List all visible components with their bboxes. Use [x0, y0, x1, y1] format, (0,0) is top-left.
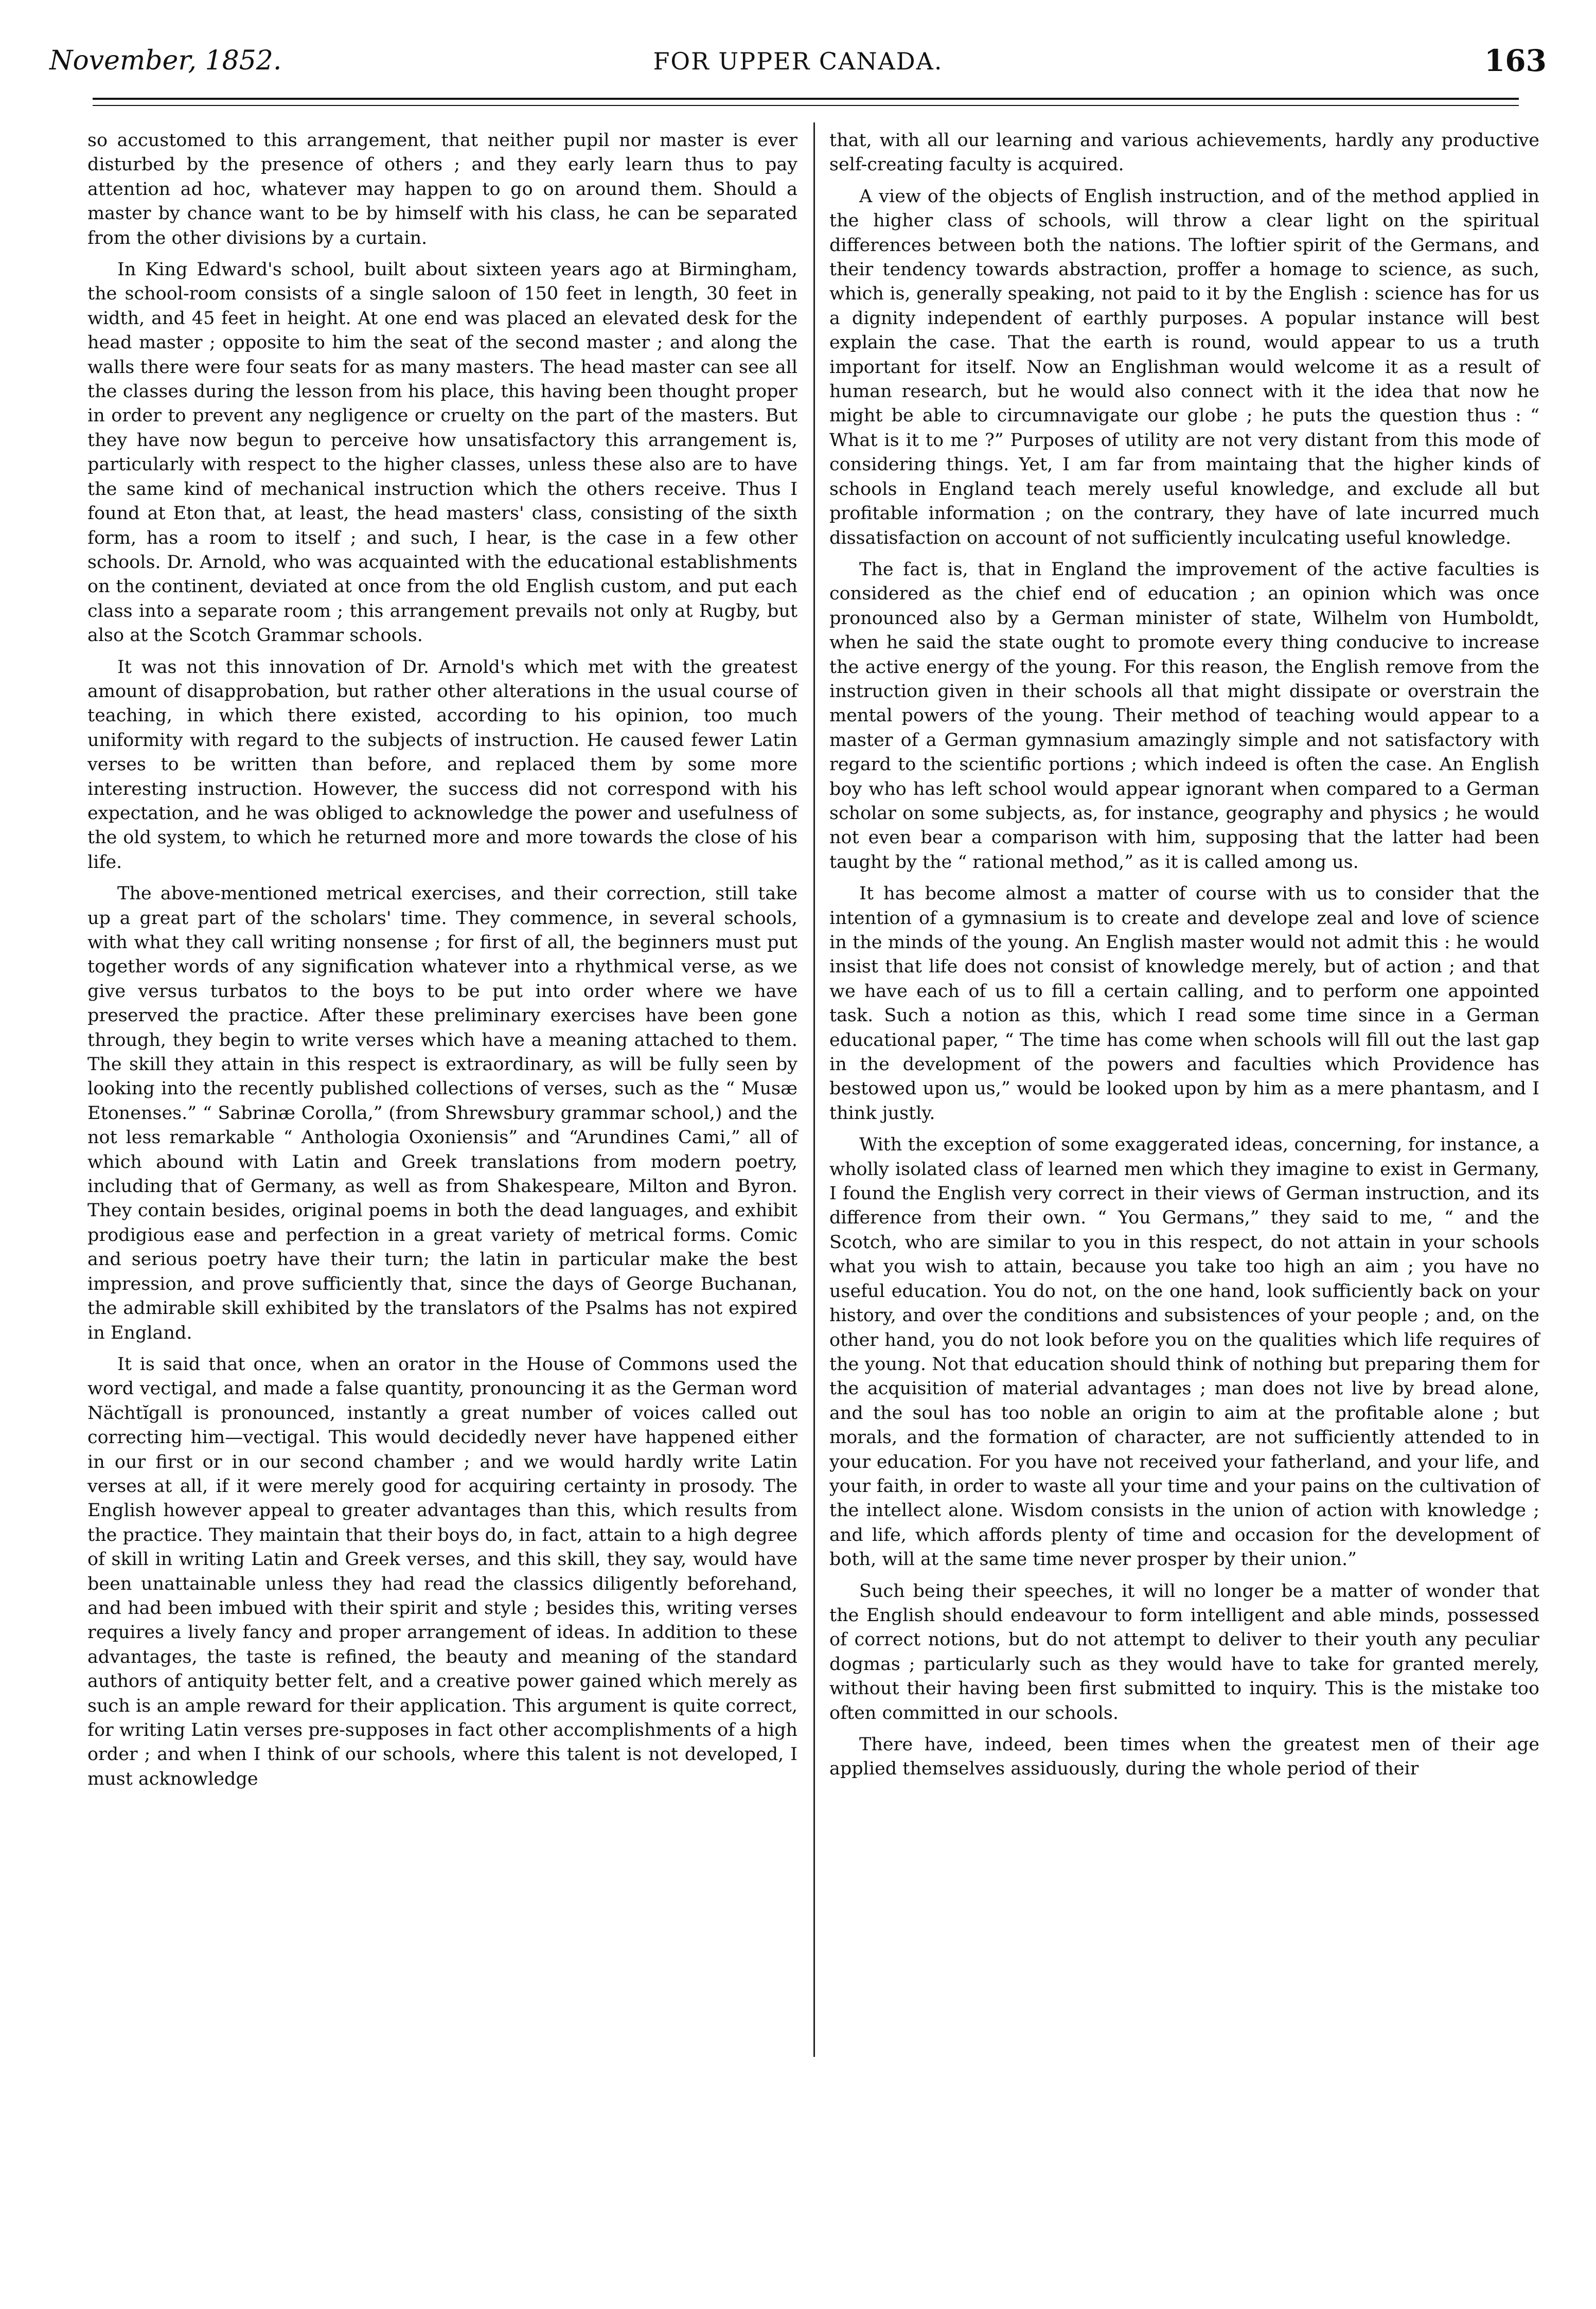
left-column — [87, 129, 797, 1799]
paragraph: With the exception of some exaggerated ideas, concerning, for instance, a wholly isolated class of learned men which they imagine to exist in Germany, I found the English very correct in their views of German instruction, and its difference from their own. “ You Germans,” they said to me, “ and the Scotch, who are similar to you in this respect, do not attain in your schools what you wish to attain, because you take too high an aim ; you have no useful education. You do not, on the one hand, look sufficiently back on your history, and over the conditions and subsistences of your people ; and, on the other hand, you do not look before you on the qualities which life requires of the young. Not that education should think of nothing but preparing them for the acquisition of material advantages ; man does not live by bread alone, and the soul has too noble an origin to aim at the profitable alone ; but morals, and the formation of character, are not sufficiently attended to in your education. For you have not received your fatherland, and your life, and your faith, in order to waste all your time and your pains on the cultivation of the intellect alone. Wisdom consists in the union of action with knowledge ; and life, which affords plenty of time and occasion for the development of both, will at the same time never prosper by their union.” — [829, 1134, 1539, 1570]
paragraph: There have, indeed, been times when the greatest men of their age applied themselves assiduously, during the whole period of their — [829, 1734, 1539, 1780]
paragraph: that, with all our learning and various achievements, hardly any productive self-creating faculty is acquired. — [829, 130, 1539, 175]
issue-date: November, 1852. — [49, 45, 282, 76]
paragraph: It was not this innovation of Dr. Arnold's which met with the greatest amount of disapprobation, but rather other alterations in the usual course of teaching, in which there existed, according to his opinion, too much uniformity with regard to the subjects of instruction. He caused fewer Latin verses to be written than before, and replaced them by some more interesting instruction. However, the success did not correspond with his expectation, and he was obliged to acknowledge the power and usefulness of the old system, to which he returned more and more towards the close of his life. — [87, 656, 797, 873]
paragraph: It has become almost a matter of course with us to consider that the intention of a gymnasium is to create and develope zeal and love of science in the minds of the young. An English master would not admit this : he would insist that life does not consist of knowledge merely, but of action ; and that we have each of us to fill a certain calling, and to perform one appointed task. Such a notion as this, which I read some time since in a German educational paper, “ The time has come when schools will fill out the last gap in the development of the powers and faculties which Providence has bestowed upon us,” would be looked upon by him as a mere phantasm, and I think justly. — [829, 883, 1539, 1124]
paragraph: Such being their speeches, it will no longer be a matter of wonder that the English should endeavour to form intelligent and able minds, possessed of correct notions, but do not attempt to deliver to their youth any peculiar dogmas ; particularly such as they would have to take for granted merely, without their having been first submitted to inquiry. This is the mistake too often committed in our schools. — [829, 1580, 1539, 1724]
paragraph: In King Edward's school, built about sixteen years ago at Birmingham, the school-room consists of a single saloon of 150 feet in length, 30 feet in width, and 45 feet in height. At one end was placed an elevated desk for the head master ; opposite to him the seat of the second master ; and along the walls there were four seats for as many masters. The head master can see all the classes during the lesson from his place, this having been thought proper in order to prevent any negligence or cruelty on the part of the masters. But they have now begun to perceive how unsatisfactory this arrangement is, particularly with respect to the higher classes, unless these also are to have the same kind of mechanical instruction which the others receive. Thus I found at Eton that, at least, the head masters' class, consisting of the sixth form, has a room to itself ; and such, I hear, is the case in a few other schools. Dr. Arnold, who was acquainted with the educational establishments on the continent, deviated at once from the old English custom, and put each class into a separate room ; this arrangement prevails not only at Rugby, but also at the Scotch Grammar schools. — [87, 259, 797, 646]
paragraph: so accustomed to this arrangement, that neither pupil nor master is ever disturbed by the presence of others ; and they early learn thus to pay attention ad hoc, whatever may happen to go on around them. Should a master by chance want to be by himself with his class, he can be separated from the other divisions by a curtain. — [87, 130, 797, 248]
paragraph: A view of the objects of English instruction, and of the method applied in the higher class of schools, will throw a clear light on the spiritual differences between both the nations. The loftier spirit of the Germans, and their tendency towards abstraction, proffer a homage to science, as such, which is, generally speaking, not paid to it by the English : science has for us a dignity independent of earthly purposes. A popular instance will best explain the case. That the earth is round, would appear to us a truth important for itself. Now an Englishman would welcome it as a result of human research, but he would also connect with it the idea that now he might be able to circumnavigate our globe ; he puts the question thus : “ What is it to me ?” Purposes of utility are not very distant from this mode of considering things. Yet, I am far from maintaing that the higher kinds of schools in England teach merely useful knowledge, and exclude all but profitable information ; on the contrary, they have of late incurred much dissatisfaction on account of not sufficiently inculcating useful knowledge. — [829, 186, 1539, 548]
paragraph: The above-mentioned metrical exercises, and their correction, still take up a great part of the scholars' time. They commence, in several schools, with what they call writing nonsense ; for first of all, the beginners must put together words of any signification whatever into a rhythmical verse, as we give versus turbatos to the boys to be put into order where we have preserved the practice. After these preliminary exercises have been gone through, they begin to write verses which have a meaning attached to them. The skill they attain in this respect is extraordinary, as will be fully seen by looking into the recently published collections of verses, such as the “ Musæ Etonenses.” “ Sabrinæ Corolla,” (from Shrewsbury grammar school,) and the not less remarkable “ Anthologia Oxoniensis” and “Arundines Cami,” all of which abound with Latin and Greek translations from modern poetry, including that of Germany, as well as from Shakespeare, Milton and Byron. They contain besides, original poems in both the dead languages, and exhibit prodigious ease and perfection in a great variety of metrical forms. Comic and serious poetry have their turn; the latin in particular make the best impression, and prove sufficiently that, since the days of George Buchanan, the admirable skill exhibited by the translators of the Psalms has not expired in England. — [87, 883, 797, 1343]
page-number: 163 — [1484, 43, 1547, 78]
header-rule-thin — [93, 105, 1519, 106]
paragraph: The fact is, that in England the improvement of the active faculties is considered as the chief end of education ; an opinion which was once pronounced also by a German minister of state, Wilhelm von Humboldt, when he said the state ought to promote every thing conducive to increase the active energy of the young. For this reason, the English remove from the instruction given in their schools all that might dissipate or overstrain the mental powers of the young. Their method of teaching would appear to a master of a German gymnasium amazingly simple and not satisfactory with regard to the scientific portions ; which indeed is often the case. An English boy who has left school would appear ignorant when compared to a German scholar on some subjects, as, for instance, geography and physics ; he would not even bear a comparison with him, supposing that the latter had been taught by the “ rational method,” as it is called among us. — [829, 559, 1539, 873]
running-title: FOR UPPER CANADA. — [653, 47, 943, 75]
header-rule — [93, 98, 1519, 100]
paragraph: It is said that once, when an orator in the House of Commons used the word vectigal, and made a false quantity, pronouncing it as the German word Nächtĭgall is pronounced, instantly a great number of voices called out correcting him—vectigal. This would decidedly never have happened either in our first or in our second chamber ; and we would hardly write Latin verses at all, if it were merely good for acquiring certainty in prosody. The English however appeal to greater advantages than this, which results from the practice. They maintain that their boys do, in fact, attain to a high degree of skill in writing Latin and Greek verses, and this skill, they say, would have been unattainable unless they had read the classics diligently beforehand, and had been imbued with their spirit and style ; besides this, writing verses requires a lively fancy and proper arrangement of ideas. In addition to these advantages, the taste is refined, the beauty and meaning of the standard authors of antiquity better felt, and a creative power gained which merely as such is an ample reward for their application. This argument is quite correct, for writing Latin verses pre-supposes in fact other accomplishments of a high order ; and when I think of our schools, where this talent is not developed, I must acknowledge — [87, 1354, 797, 1789]
column-divider — [813, 122, 815, 2057]
page-header — [49, 41, 1547, 82]
right-column — [829, 129, 1539, 1789]
